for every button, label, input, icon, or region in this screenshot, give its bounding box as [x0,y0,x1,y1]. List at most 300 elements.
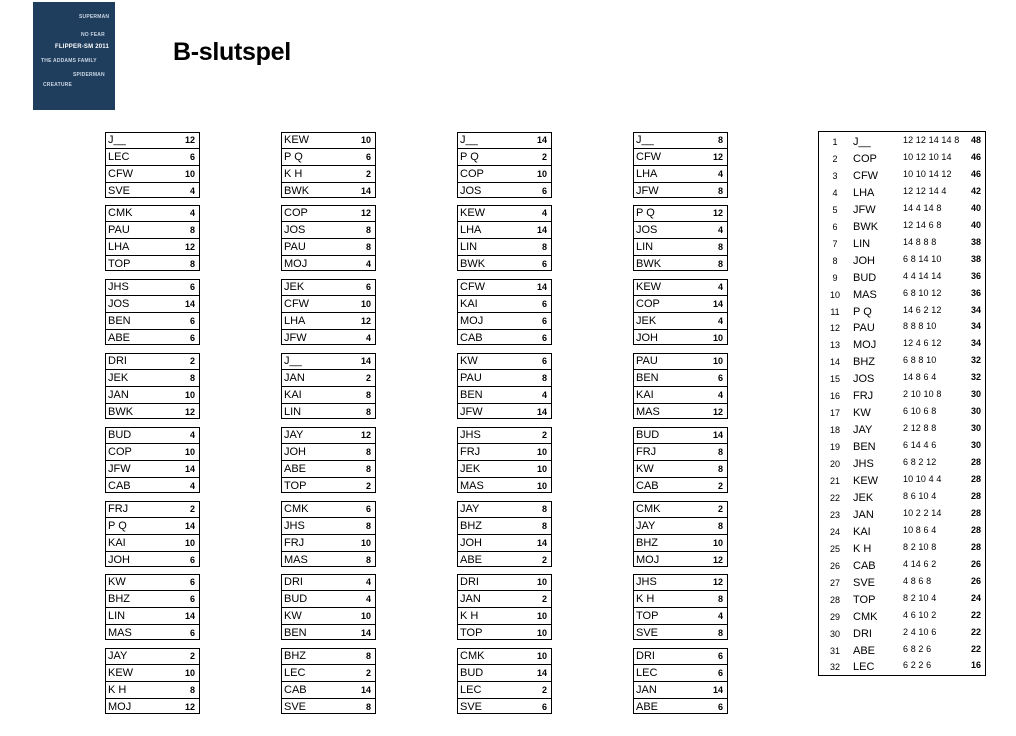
player-score: 6 [189,151,195,162]
total-score: 42 [970,185,981,196]
player-row [106,148,199,165]
player-name: BEN [284,626,307,639]
player-score: 8 [541,241,547,252]
player-name: DRI [853,627,872,640]
player-row [458,443,551,460]
player-score: 4 [189,430,195,440]
player-row [458,502,551,517]
player-score: 10 [184,168,195,179]
player-score: 10 [184,537,195,548]
player-row [282,624,375,641]
player-score: 14 [712,298,723,309]
player-row [282,280,375,295]
player-row [634,590,727,607]
page-title: B-slutspel [173,38,291,66]
standings-row [819,540,987,557]
standings-row [819,438,987,455]
player-score: 8 [189,258,195,269]
player-score: 6 [365,151,371,162]
player-row [282,428,375,443]
player-name: KEW [460,207,486,219]
player-score: 4 [365,577,371,587]
player-score: 8 [365,446,371,457]
player-score: 6 [717,651,723,661]
player-score: 14 [360,684,371,695]
player-row [282,255,375,272]
player-score: 14 [536,224,547,235]
rank: 5 [832,204,838,215]
player-name: MOJ [636,553,660,566]
player-score: 14 [360,356,371,366]
player-name: PAU [284,240,306,253]
standings-row [819,658,987,675]
player-name: JAY [108,650,128,662]
player-score: 8 [189,684,195,695]
player-name: JAY [460,503,480,515]
player-row [106,295,199,312]
player-row [634,443,727,460]
total-score: 26 [970,575,981,586]
player-row [282,502,375,517]
match-group [457,574,552,640]
rank: 7 [832,238,838,249]
round-scores: 8 2 10 8 [903,541,937,552]
player-row [106,664,199,681]
rank: 30 [829,628,840,639]
player-name: JOH [636,331,658,344]
standings-row [819,625,987,642]
player-row [106,403,199,420]
round-scores: 2 10 10 8 [903,389,942,400]
match-group [457,427,552,493]
match-group [633,353,728,419]
player-score: 14 [184,610,195,621]
match-group [281,279,376,345]
match-group [633,501,728,567]
player-score: 10 [536,463,547,474]
player-name: JOH [108,553,130,566]
player-name: BEN [853,441,876,454]
total-score: 22 [970,609,981,620]
player-row [634,221,727,238]
player-name: PAU [460,371,482,384]
standings-row [819,319,987,336]
player-row [458,329,551,346]
player-row [634,664,727,681]
player-name: CMK [284,503,309,515]
player-score: 2 [541,684,547,695]
rank: 18 [829,425,840,436]
match-group [633,205,728,271]
total-score: 34 [970,321,981,332]
round-scores: 4 14 6 2 [903,558,937,569]
player-name: BUD [853,271,877,284]
player-score: 6 [189,554,195,565]
player-name: TOP [853,593,876,606]
player-name: DRI [108,355,127,367]
player-row [634,238,727,255]
standings-row [819,218,987,235]
total-score: 34 [970,304,981,315]
player-name: PAU [853,322,875,335]
player-name: LHA [108,240,130,253]
player-row [634,280,727,295]
player-name: BWK [284,184,310,197]
player-score: 8 [189,224,195,235]
player-score: 14 [360,185,371,196]
player-score: 10 [184,667,195,678]
player-score: 10 [536,446,547,457]
player-name: CMK [853,610,878,623]
standings-row [819,404,987,421]
player-name: BHZ [460,519,482,532]
player-score: 14 [712,430,723,440]
rank: 31 [829,645,840,656]
rank: 28 [829,594,840,605]
standings-row [819,370,987,387]
player-name: JAN [460,592,481,605]
player-name: SVE [636,626,659,639]
player-name: KAI [108,536,126,549]
match-group [633,648,728,714]
player-name: MAS [108,626,132,639]
player-score: 8 [365,463,371,474]
player-score: 8 [717,241,723,252]
player-name: BWK [853,220,879,233]
rank: 6 [832,221,838,232]
logo-text: SUPERMAN [79,14,110,20]
match-group [457,353,552,419]
player-row [282,681,375,698]
player-row [458,255,551,272]
player-score: 4 [189,208,195,218]
player-name: COP [636,297,660,310]
player-score: 10 [536,651,547,661]
player-row [282,148,375,165]
player-name: FRJ [460,445,481,458]
player-row [106,428,199,443]
player-score: 12 [184,241,195,252]
player-score: 6 [189,627,195,638]
player-name: JFW [853,203,876,216]
standings-table [818,131,986,676]
player-row [634,386,727,403]
match-group [281,648,376,714]
player-score: 4 [541,389,547,400]
player-name: CFW [636,150,662,163]
player-name: BUD [108,429,132,441]
standings-row [819,167,987,184]
total-score: 48 [970,135,981,145]
total-score: 22 [970,643,981,654]
player-row [458,517,551,534]
player-row [634,148,727,165]
player-name: P Q [284,150,303,163]
rank: 21 [829,476,840,486]
rank: 2 [832,153,838,164]
player-name: MAS [460,479,484,492]
player-row [282,329,375,346]
standings-row [819,523,987,540]
logo-text: SPIDERMAN [73,72,105,78]
player-name: LIN [853,237,871,250]
player-name: FRJ [853,390,874,403]
player-row [458,403,551,420]
player-name: SVE [853,576,876,589]
player-name: LEC [460,683,482,696]
player-row [106,575,199,590]
match-group [281,132,376,198]
player-row [458,221,551,238]
rank: 32 [829,662,840,673]
standings-row [819,472,987,489]
round-scores: 14 4 14 8 [903,202,942,213]
player-score: 10 [536,627,547,638]
player-score: 10 [360,537,371,548]
round-scores: 4 8 6 8 [903,575,932,586]
player-row [282,182,375,199]
player-name: JOS [636,223,658,236]
player-name: P Q [636,207,655,219]
player-row [282,477,375,494]
player-name: MOJ [108,700,132,713]
player-row [634,329,727,346]
player-score: 6 [189,577,195,587]
round-scores: 2 4 10 6 [903,626,937,637]
player-name: KW [636,462,654,475]
player-name: MOJ [284,257,308,270]
player-row [282,206,375,221]
player-score: 4 [365,593,371,604]
standings-row [819,252,987,269]
player-name: BHZ [853,356,875,369]
logo [33,2,115,110]
total-score: 28 [970,507,981,518]
player-name: FRJ [284,536,305,549]
player-row [634,575,727,590]
standings-row [819,150,987,167]
match-group [105,574,200,640]
player-name: P Q [853,305,872,318]
player-name: DRI [460,576,479,588]
match-group [281,427,376,493]
player-row [634,403,727,420]
player-score: 10 [712,537,723,548]
player-score: 10 [360,135,371,145]
player-name: BWK [108,405,134,418]
player-score: 8 [365,701,371,712]
round-scores: 6 10 6 8 [903,406,937,417]
player-row [634,354,727,369]
player-name: ABE [108,331,131,344]
player-name: MAS [853,288,877,301]
player-score: 6 [541,258,547,269]
standings-row [819,642,987,659]
player-row [106,312,199,329]
match-group [105,279,200,345]
player-score: 2 [365,480,371,491]
player-score: 14 [360,627,371,638]
total-score: 38 [970,253,981,264]
round-scores: 6 8 2 12 [903,457,937,468]
player-score: 6 [541,701,547,712]
rank: 10 [829,289,840,300]
standings-row [819,235,987,252]
player-name: K H [853,542,872,555]
player-name: J__ [108,134,126,146]
player-score: 8 [717,463,723,474]
player-row [458,369,551,386]
match-group [105,648,200,714]
player-row [106,133,199,148]
player-row [282,517,375,534]
player-score: 2 [541,151,547,162]
total-score: 36 [970,270,981,281]
rank: 9 [832,272,838,283]
player-row [282,664,375,681]
player-row [106,517,199,534]
player-name: FRJ [636,445,657,458]
player-name: CFW [853,169,879,182]
player-row [282,165,375,182]
player-score: 14 [536,537,547,548]
player-name: COP [284,207,308,219]
player-name: FRJ [108,503,129,515]
player-row [458,148,551,165]
player-name: SVE [108,184,131,197]
player-score: 10 [536,577,547,587]
player-row [634,206,727,221]
player-row [106,386,199,403]
player-score: 12 [712,577,723,587]
player-name: JAN [853,508,874,521]
player-name: MAS [284,553,308,566]
player-name: JHS [108,281,129,293]
player-row [634,681,727,698]
player-row [458,698,551,715]
player-name: TOP [284,479,307,492]
player-name: ABE [853,644,876,657]
player-score: 6 [189,593,195,604]
match-group [633,427,728,493]
player-row [106,238,199,255]
player-score: 4 [717,389,723,400]
player-score: 4 [717,610,723,621]
player-score: 8 [365,554,371,565]
standings-row [819,574,987,591]
logo-text: NO FEAR [81,32,105,38]
total-score: 30 [970,389,981,400]
player-score: 2 [365,667,371,678]
player-score: 6 [717,701,723,712]
rank: 24 [829,526,840,537]
round-scores: 12 14 6 8 [903,219,942,230]
rank: 1 [832,137,838,147]
player-row [458,280,551,295]
player-score: 8 [717,593,723,604]
player-score: 10 [360,610,371,621]
rank: 17 [829,408,840,419]
player-score: 6 [717,667,723,678]
player-name: JHS [853,458,874,471]
player-score: 8 [189,372,195,383]
player-score: 2 [365,372,371,383]
player-row [458,182,551,199]
player-name: ABE [284,462,307,475]
player-name: CMK [636,503,661,515]
player-row [106,221,199,238]
player-score: 14 [712,684,723,695]
standings-row [819,336,987,353]
player-row [106,354,199,369]
player-name: KAI [636,388,654,401]
match-group [105,353,200,419]
rank: 15 [829,374,840,385]
player-name: JAN [636,683,657,696]
total-score: 30 [970,406,981,417]
player-score: 4 [365,258,371,269]
player-name: LHA [460,223,482,236]
standings-row [819,489,987,506]
player-name: KAI [853,525,871,538]
player-row [458,354,551,369]
player-name: JEK [108,371,129,384]
player-score: 6 [541,315,547,326]
player-name: JFW [636,184,659,197]
match-group [457,132,552,198]
player-score: 10 [184,389,195,400]
player-name: BHZ [284,650,306,662]
round-scores: 12 12 14 14 8 [903,135,960,145]
total-score: 30 [970,423,981,434]
player-row [634,551,727,568]
player-row [458,386,551,403]
round-scores: 8 8 8 10 [903,321,937,332]
logo-text: CREATURE [43,82,73,88]
player-name: JOS [284,223,306,236]
standings-row [819,421,987,438]
player-score: 2 [189,651,195,661]
player-name: JEK [853,491,874,504]
player-name: LIN [636,240,654,253]
player-score: 4 [541,208,547,218]
player-name: CAB [460,331,483,344]
player-score: 14 [184,463,195,474]
total-score: 28 [970,490,981,501]
player-name: BWK [460,257,486,270]
player-row [106,329,199,346]
player-row [106,502,199,517]
player-score: 2 [717,504,723,514]
player-row [634,534,727,551]
rank: 11 [830,306,840,317]
player-row [106,681,199,698]
player-score: 2 [717,480,723,491]
match-group [633,574,728,640]
player-row [106,255,199,272]
player-name: DRI [284,576,303,588]
rank: 22 [829,492,840,503]
player-score: 10 [536,610,547,621]
player-name: JOH [853,254,875,267]
player-score: 14 [536,406,547,417]
player-row [106,590,199,607]
round-scores: 12 4 6 12 [903,338,942,349]
player-row [458,206,551,221]
player-score: 8 [717,446,723,457]
player-row [634,517,727,534]
player-row [106,460,199,477]
